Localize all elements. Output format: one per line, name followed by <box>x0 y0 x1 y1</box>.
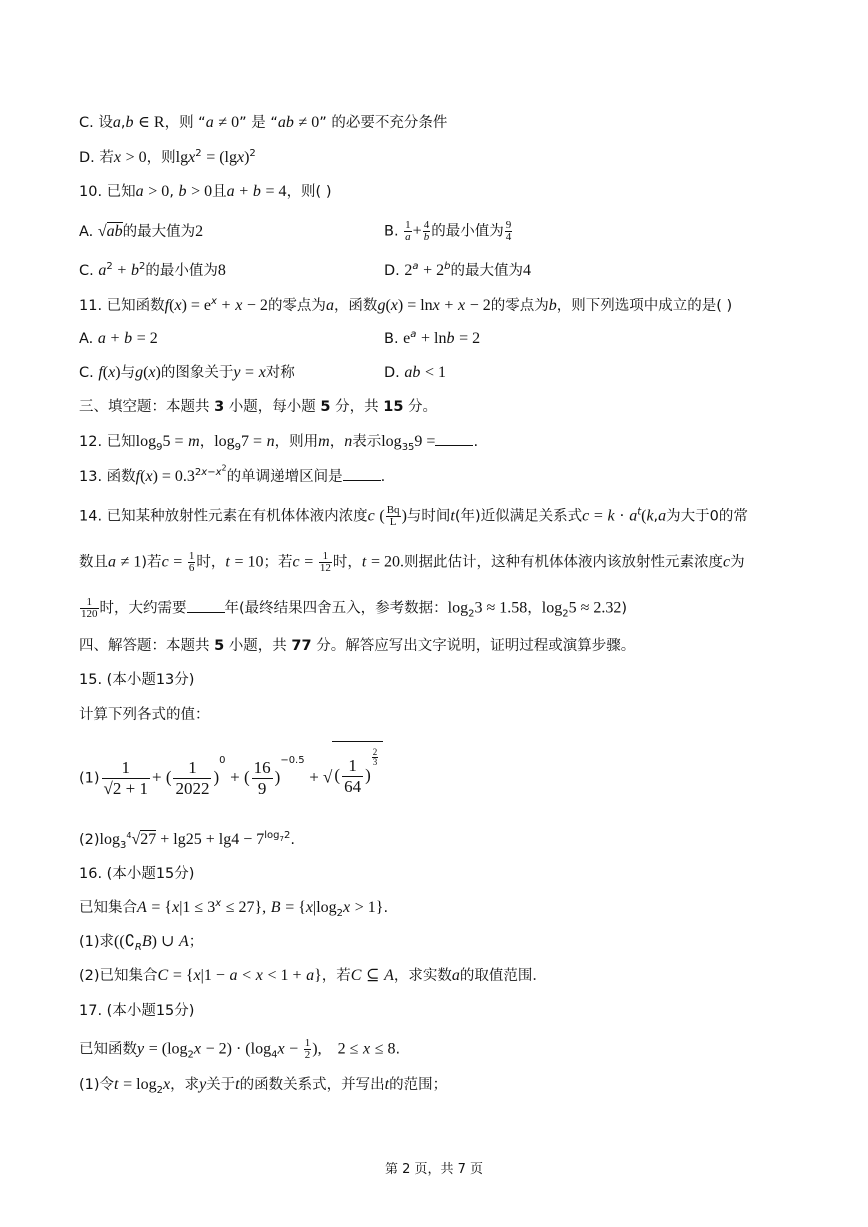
question-15-part1: (1) $\frac{1}{√2 + 1}$ + ( $\frac{1}{2022}$ )$^0$ + ( $\frac{16}{9}$ )$^{-0.5}$ + √ ( $\frac{1}{64}$ ) $^{\frac{2}{3}}$ <box>79 758 383 799</box>
section-3-heading: 三、填空题：本题共 3 小题，每小题 5 分，共 15 分。 <box>79 399 438 415</box>
page-footer: 第 2 页，共 7 页 <box>384 1162 484 1177</box>
question-13: 13. 函数$f(x) = 0.3^{2x-x^2}$的单调递增区间是 . <box>79 463 386 485</box>
question-14-line2: 数且a ≠ 1)若c = $\frac{1}{6}$ 时，t = 10；若c = $\frac{1}{12}$ 时，t = 20.则据此估计，这种有机体体液内该放射性元素浓度c为 <box>79 550 745 574</box>
question-16-intro: 已知集合$A = \{x|1 \le 3^x \le 27\}$, $B = \{x|\log_2x > 1\}$. <box>79 898 389 919</box>
question-16-part2: (2)已知集合C = {x|1 − a < x < 1 + a}，若C ⊆ A，求实数a的取值范围． <box>79 967 547 984</box>
question-10: 10. 已知a > 0, b > 0且a + b = 4，则( ) <box>79 183 332 200</box>
question-17: 17. (本小题15分) <box>79 1003 195 1019</box>
option-10d: D. $2^a + 2^b$的最大值为4 <box>384 261 532 279</box>
question-14-line1: 14. 已知某种放射性元素在有机体体液内浓度c ( $\frac{Bq}{L}$ )与时间t(年)近似满足关系式$c = k \cdot a^t(k,a$为大于0的常 <box>79 504 748 528</box>
option-11d: D. ab < 1 <box>384 364 447 381</box>
option-11b: B. $e^a + \ln b = 2$ <box>384 329 481 347</box>
option-10a: A. √ab的最大值为2 <box>79 223 204 240</box>
question-15-intro: 计算下列各式的值： <box>79 707 210 723</box>
question-12: 12. 已知$\log_95 = m$，$\log_97 = n$，则用m，n表示$\log_{35}9$ = . <box>79 433 479 453</box>
question-16: 16. (本小题15分) <box>79 866 195 882</box>
section-4-heading: 四、解答题：本题共 5 小题，共 77 分。解答应写出文字说明，证明过程或演算步骤。 <box>79 638 636 654</box>
question-17-part1: (1)令$t = \log_2x$，求y关于t的函数关系式，并写出t的范围； <box>79 1076 448 1096</box>
option-10c: C. $a^2 + b^2$的最小值为8 <box>79 261 226 279</box>
option-11c: C. f(x)与g(x)的图象关于y = x对称 <box>79 364 295 381</box>
question-17-intro: 已知函数$y = (\log_2x - 2) \cdot (\log_4x$ − $\frac{1}{2}$ ), 2 ≤ x ≤ 8. <box>79 1037 401 1061</box>
option-9d: D. 若x > 0，则$\lg x^2 = (\lg x)^2$ <box>79 148 256 166</box>
option-10b: B. $\frac{1}{a}$ + $\frac{4}{b}$ 的最小值为 $\frac{9}{4}$ <box>384 219 512 243</box>
answer-blank <box>343 466 381 481</box>
question-15: 15. (本小题13分) <box>79 672 195 688</box>
question-11: 11. 已知函数$f(x) = e^x + x - 2$的零点为a，函数g(x) = lnx + x − 2的零点为b，则下列选项中成立的是( ) <box>79 296 733 314</box>
question-16-part1: (1)求($(∁_RB)$ ∪ A； <box>79 933 204 953</box>
question-14-line3: $\frac{1}{120}$ 时，大约需要 年(最终结果四舍五入，参考数据：$\log_23 \approx 1.58$，$\log_25 \approx 2.32$) <box>81 596 628 620</box>
answer-blank <box>435 431 473 446</box>
question-15-part2: $(2)\log_3^4√27 + \lg 25 + \lg 4 - 7^{log_72}$. <box>79 830 295 851</box>
option-9c: C. 设a,b ∈ R，则 “a ≠ 0” 是 “ab ≠ 0” 的必要不充分条件 <box>79 114 448 131</box>
option-11a: A. a + b = 2 <box>79 330 158 347</box>
answer-blank <box>187 598 225 613</box>
